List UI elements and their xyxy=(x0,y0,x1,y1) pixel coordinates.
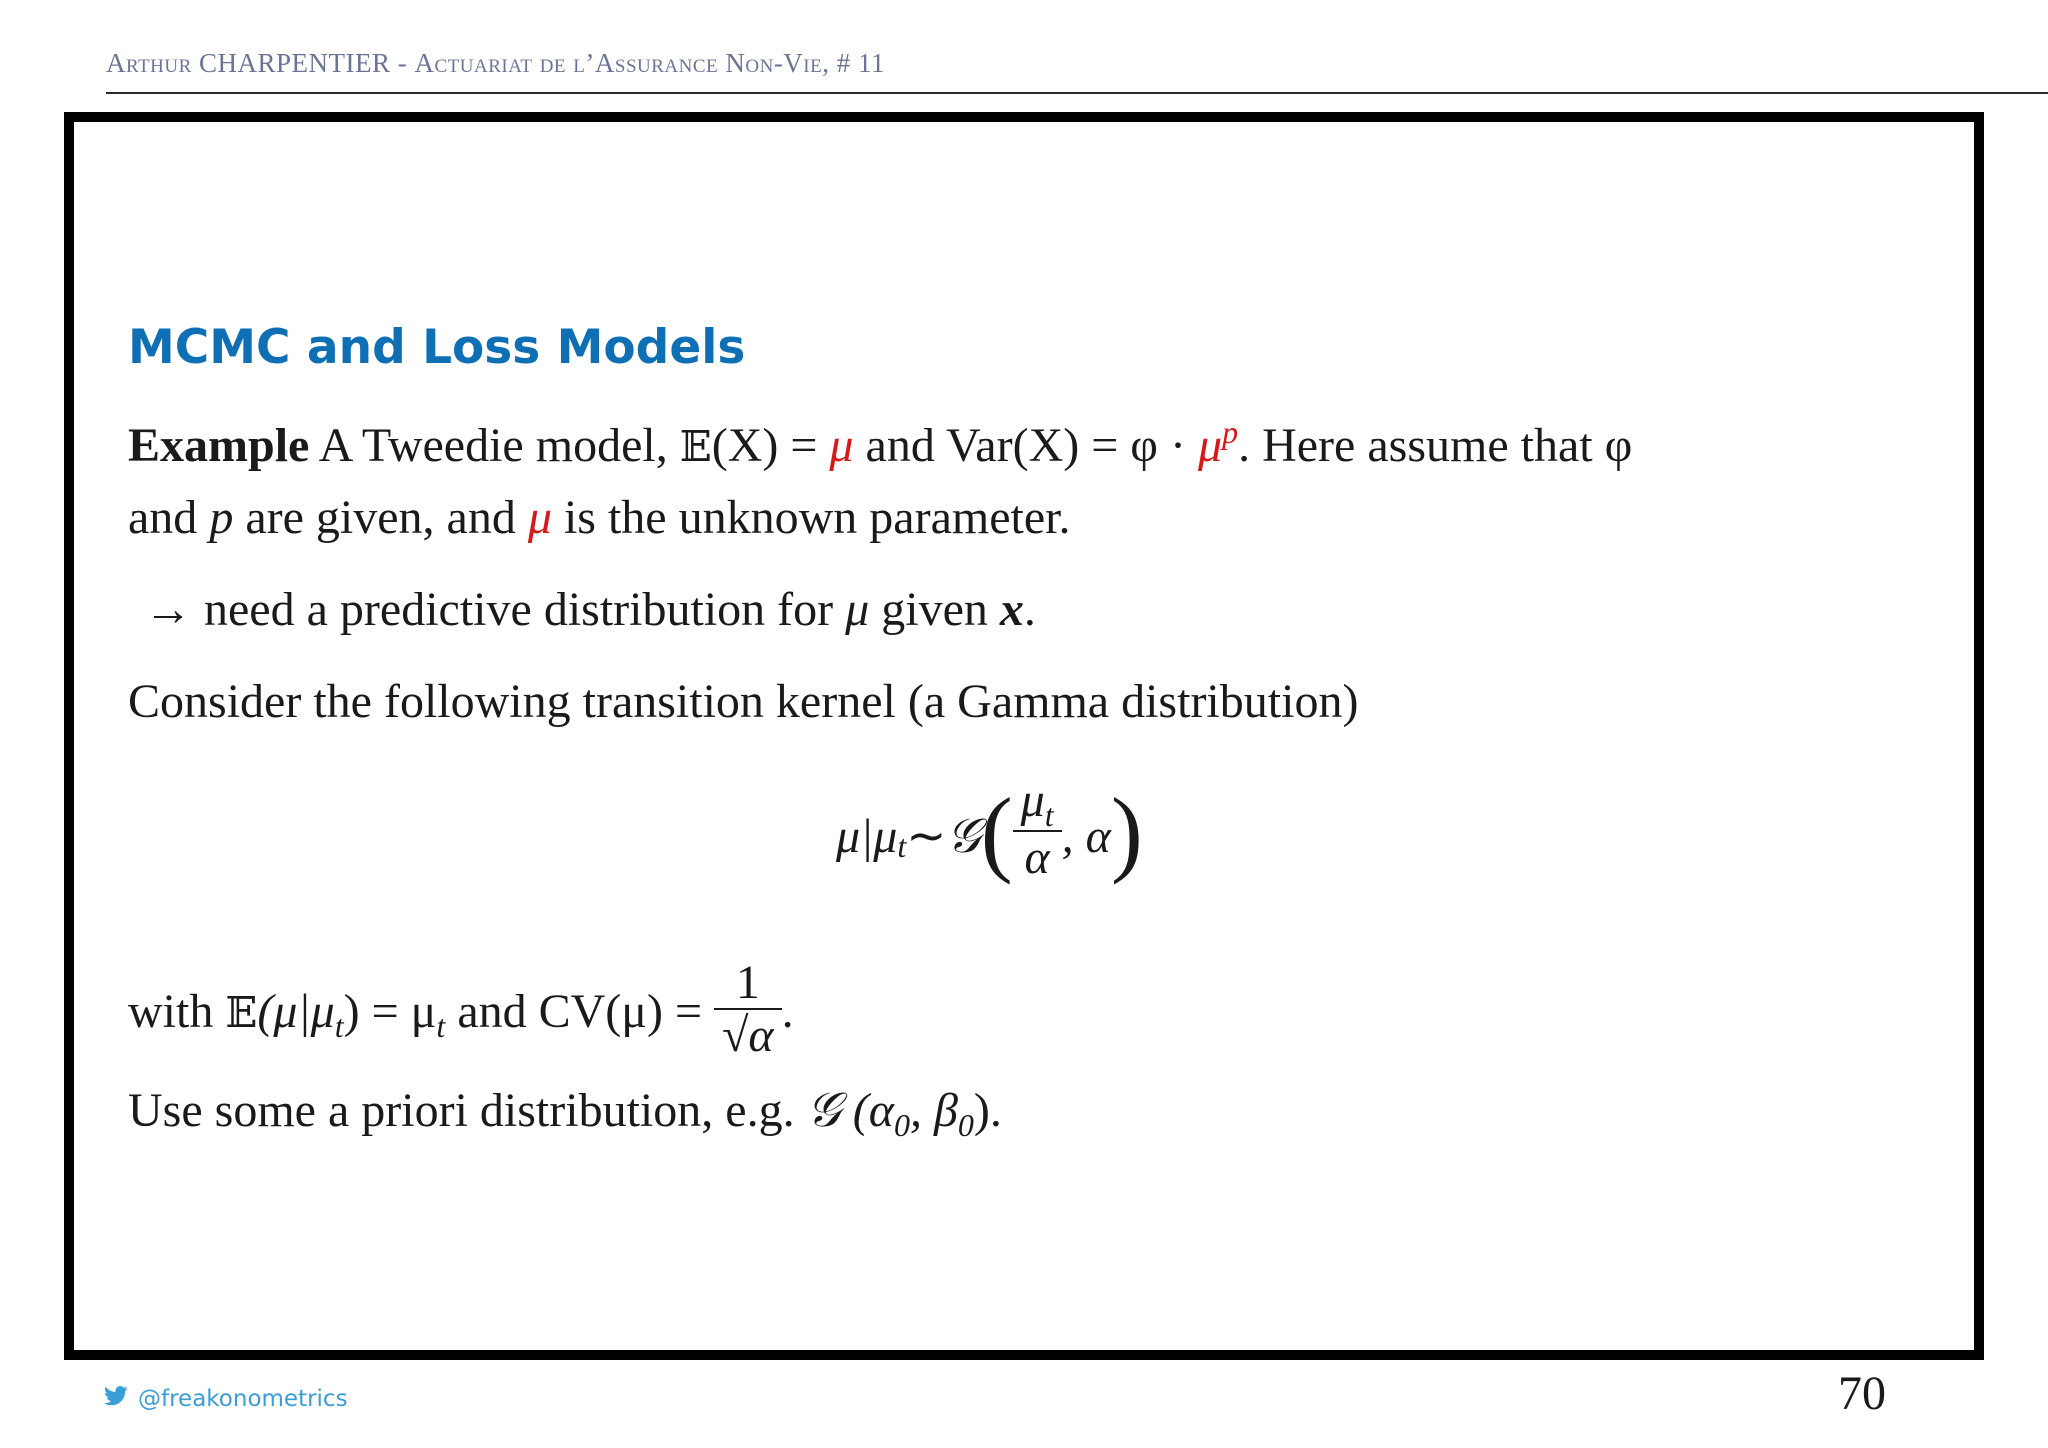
bold-x: x xyxy=(999,583,1024,636)
header-course: Actuariat de l’Assurance Non-Vie, # 11 xyxy=(414,48,885,78)
slide-frame xyxy=(64,112,1984,1360)
power-p: p xyxy=(1222,414,1239,450)
header-author: Arthur CHARPENTIER xyxy=(106,48,391,78)
twitter-handle[interactable]: @freakonometrics xyxy=(138,1386,348,1412)
example-line-2: and p are given, and μ is the unknown parameter. xyxy=(128,491,1071,544)
mu-red: μ xyxy=(829,419,854,472)
mu-red-power: μ xyxy=(1197,419,1223,472)
one-over-sqrt-alpha-fraction: $\frac{1}{√\alpha}$ xyxy=(714,958,782,1062)
kernel-intro-line: Consider the following transition kernel (a Gamma distribution) xyxy=(128,675,1359,728)
transition-kernel-equation: μ|μ t ∼ 𝒢 ( $\frac{\mu_t}{\alpha}$ , α ) xyxy=(836,774,1143,885)
prior-line: Use some a priori distribution, e.g. 𝒢 ($\alpha_0$, $\beta_0$). xyxy=(128,1082,1002,1143)
section-title: MCMC and Loss Models xyxy=(128,320,746,375)
arrow-line: → need a predictive distribution for μ given x. xyxy=(144,583,1036,636)
expectation-symbol: 𝔼 xyxy=(679,422,712,471)
mu-over-alpha-fraction: $\frac{\mu_t}{\alpha}$ xyxy=(1013,776,1062,884)
page-number: 70 xyxy=(1838,1367,1886,1420)
expectation-cv-line: with $𝔼(\mu|\mu_t) = \mu_t$ and CV(μ) = $\frac{1}{√\alpha}$ . xyxy=(128,956,794,1062)
header-rule xyxy=(106,92,2048,94)
example-line-1: Example A Tweedie model, 𝔼(X) = μ and $Var(X) = \varphi \cdot \mu^p$. Here assume that φ xyxy=(128,414,1633,472)
example-label: Example xyxy=(128,419,310,472)
slide-header xyxy=(106,48,885,79)
twitter-bird-icon xyxy=(104,1386,128,1412)
gamma-calligraphic: 𝒢 xyxy=(946,807,981,864)
mu-red-unknown: μ xyxy=(527,491,552,544)
twitter-footer[interactable] xyxy=(104,1386,348,1412)
header-separator: - xyxy=(390,48,415,78)
